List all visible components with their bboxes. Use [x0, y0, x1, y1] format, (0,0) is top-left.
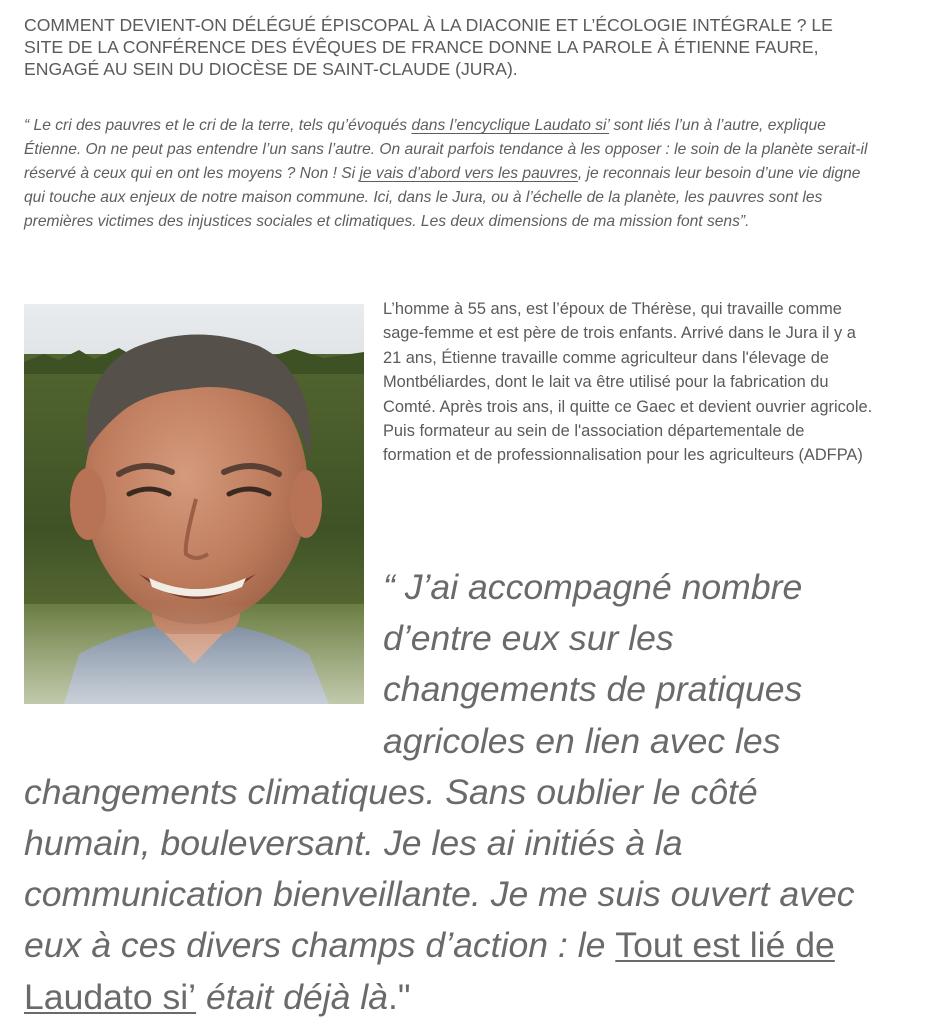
opening-quote-text-2: sont liés l’un à l’autre, explique Étienne. On ne peut pas entendre l’un sans l’autre. On aurait parfois tendance à les opposer : le soin de la planète serait-il réservé à ceux qui en ont les moyens ? Non ! Si — [24, 117, 868, 182]
photo-float-spacer — [24, 562, 383, 760]
bio-paragraph: L’homme à 55 ans, est l’époux de Thérèse, qui travaille comme sage-femme et est père de trois enfants. Arrivé dans le Jura il y a 21 ans, Étienne travaille comme agriculteur dans l'élevage de Montbéliardes, dont le lait va être utilisé pour la fabrication du Comté. Après trois ans, il quitte ce Gaec et devient ouvrier agricole. Puis formateur au sein de l'association départementale de formation et de professionnalisation pour les agriculteurs (ADFPA) — [383, 300, 873, 465]
article-intro: COMMENT DEVIENT-ON DÉLÉGUÉ ÉPISCOPAL À LA DIACONIE ET L’ÉCOLOGIE INTÉGRALE ? LE SITE DE LA CONFÉRENCE DES ÉVÊQUES DE FRANCE DONNE LA PAROLE À ÉTIENNE FAURE, ENGAGÉ AU SEIN DU DIOCÈSE DE SAINT-CLAUDE (JURA). — [24, 15, 833, 79]
laudato-si-encyclical-link[interactable]: dans l’encyclique Laudato si’ — [411, 117, 610, 134]
article — [24, 14, 874, 1017]
poor-first-link[interactable]: je vais d’abord vers les pauvres — [359, 165, 578, 182]
tout-est-lie-link[interactable]: Tout est lié de Laudato si’ — [24, 925, 835, 1017]
opening-quote-text-3: , je reconnais leur besoin d’une vie digne qui touche aux enjeux de notre maison commune. Ici, dans le Jura, ou à l’échelle de la planète, les pauvres sont les premières victimes des injustices sociales et climatiques. Les deux dimensions de ma mission font sens”. — [24, 165, 861, 230]
opening-quote-text-1: “ Le cri des pauvres et le cri de la terre, tels qu’évoqués — [24, 117, 412, 134]
highlight-quote — [24, 562, 884, 1023]
opening-quote — [24, 114, 874, 234]
highlight-quote-after: était déjà là — [196, 976, 388, 1017]
highlight-quote-text: “ J’ai accompagné nombre d’entre eux sur les changements de pratiques agricoles en lien avec les changements climatiques. Sans oublier le côté humain, bouleversant. Je les ai initiés à la communication bienveillante. Je me suis ouvert avec eux à ces divers champs d’action : le — [24, 567, 855, 966]
highlight-quote-tail: ." — [387, 976, 411, 1017]
